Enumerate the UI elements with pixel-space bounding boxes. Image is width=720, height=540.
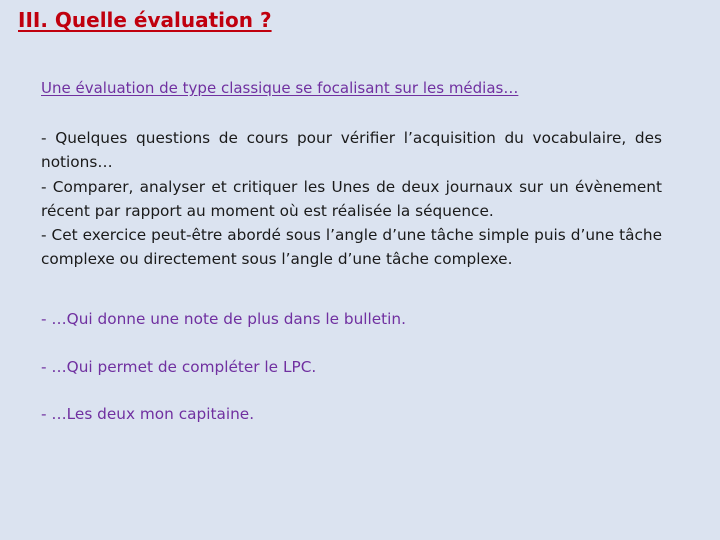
bullet-note: - …Qui donne une note de plus dans le bulletin. bbox=[41, 310, 406, 328]
main-text-block bbox=[41, 126, 662, 272]
body-line-compare: - Comparer, analyser et critiquer les Unes de deux journaux sur un évènement récent par rapport au moment où est réalisée la séquence. bbox=[41, 177, 662, 220]
slide-subtitle: Une évaluation de type classique se focalisant sur les médias… bbox=[41, 79, 519, 97]
bullet-both: - …Les deux mon capitaine. bbox=[41, 405, 255, 423]
body-line-exercise: - Cet exercice peut-être abordé sous l’angle d’une tâche simple puis d’une tâche complexe ou directement sous l’angle d’une tâche complexe. bbox=[41, 226, 662, 269]
body-line-questions: - Quelques questions de cours pour vérifier l’acquisition du vocabulaire, des notions… bbox=[41, 129, 662, 172]
bullet-lpc: - …Qui permet de compléter le LPC. bbox=[41, 358, 317, 376]
slide-title: III. Quelle évaluation ? bbox=[18, 8, 272, 32]
